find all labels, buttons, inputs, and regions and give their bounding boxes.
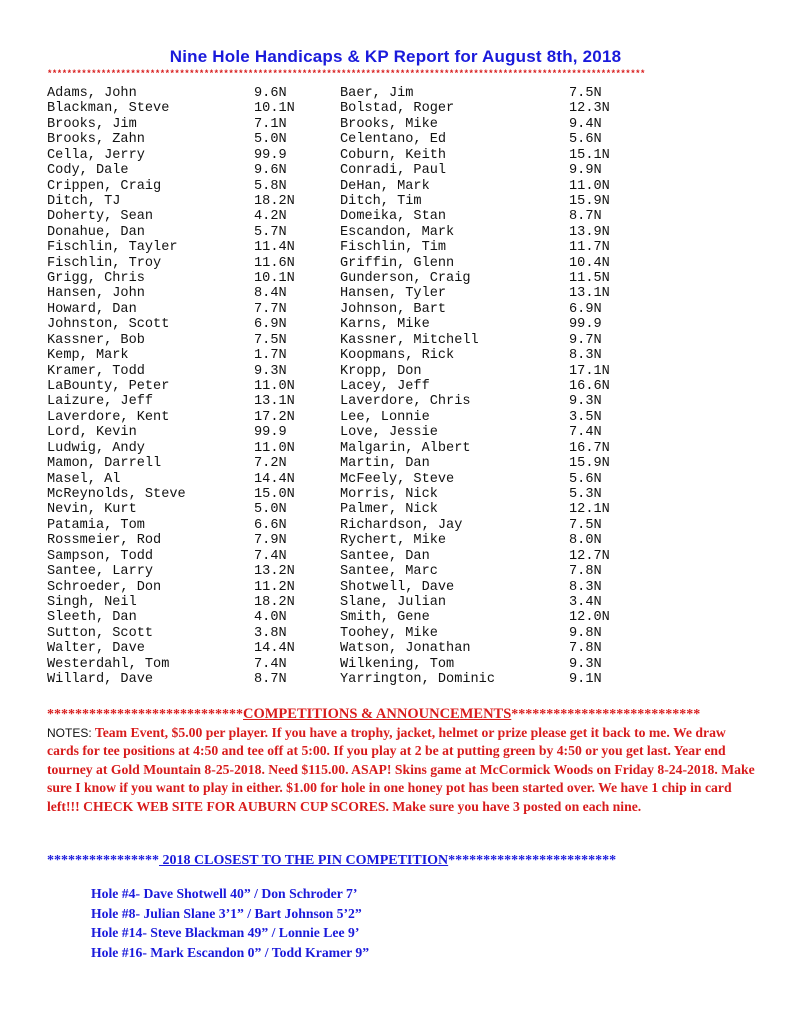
kp-result: Hole #14- Steve Blackman 49” / Lonnie Lee 9’: [91, 925, 360, 940]
player-name: Howard, Dan: [47, 301, 137, 317]
handicap-value: 17.2N: [254, 409, 295, 425]
handicap-value: 13.2N: [254, 564, 295, 580]
player-name: Mamon, Darrell: [47, 456, 162, 472]
player-name: Richardson, Jay: [340, 517, 463, 533]
player-name: Fischlin, Troy: [47, 255, 162, 271]
handicap-value: 15.0N: [254, 486, 295, 502]
player-name: Sampson, Todd: [47, 548, 154, 564]
player-name: Kemp, Mark: [47, 348, 129, 364]
announcements-title: COMPETITIONS & ANNOUNCEMENTS: [243, 706, 512, 722]
handicap-value: 9.4N: [569, 116, 602, 132]
handicap-value: 11.2N: [254, 579, 295, 595]
player-name: Hansen, Tyler: [340, 286, 447, 302]
player-name: Malgarin, Albert: [340, 440, 471, 456]
handicap-value: 15.9N: [569, 456, 610, 472]
player-name: Singh, Neil: [47, 594, 137, 610]
table-row: [47, 302, 629, 317]
kp-stars-right: ************************: [448, 853, 617, 868]
player-name: Rossmeier, Rod: [47, 533, 162, 549]
player-name: Sleeth, Dan: [47, 610, 137, 626]
kp-stars-left: ****************: [47, 853, 159, 868]
notes-text: Team Event, $5.00 per player. If you have a trophy, jacket, helmet or prize please get it back to me. We draw cards for tee positions at 4:50 and tee off at 5:00. If you play at 2 be at putting green by 4:50 or you get last. Year end tourney at Gold Mountain 8-25-2018. Need $115.00. ASAP! Skins game at McCormick Woods on Friday 8-24-2018. Make sure I know if you want to play in either. $1.00 for hole in one honey pot has been started over. We have 1 chip in card left!!! CHECK WEB SITE FOR AUBURN CUP SCORES. Make sure you have 3 posted on each nine.: [47, 725, 755, 814]
player-name: Ditch, Tim: [340, 193, 422, 209]
table-row: [47, 410, 629, 425]
handicap-value: 8.4N: [254, 286, 287, 302]
table-row: [47, 364, 629, 379]
handicap-value: 5.3N: [569, 486, 602, 502]
table-row: [47, 518, 629, 533]
handicap-value: 99.9: [254, 147, 287, 163]
handicap-value: 6.6N: [254, 517, 287, 533]
handicap-value: 9.3N: [254, 363, 287, 379]
player-name: Love, Jessie: [340, 425, 438, 441]
handicap-value: 7.5N: [254, 332, 287, 348]
handicap-table: [47, 86, 629, 687]
player-name: Johnston, Scott: [47, 317, 170, 333]
player-name: Santee, Larry: [47, 564, 154, 580]
player-name: Toohey, Mike: [340, 625, 438, 641]
handicap-value: 16.7N: [569, 440, 610, 456]
handicap-value: 9.8N: [569, 625, 602, 641]
handicap-value: 3.4N: [569, 594, 602, 610]
handicap-value: 5.0N: [254, 132, 287, 148]
player-name: Cody, Dale: [47, 163, 129, 179]
player-name: Grigg, Chris: [47, 271, 145, 287]
handicap-value: 11.7N: [569, 240, 610, 256]
player-name: Gunderson, Craig: [340, 271, 471, 287]
handicap-value: 7.9N: [254, 533, 287, 549]
handicap-value: 6.9N: [569, 301, 602, 317]
handicap-value: 9.3N: [569, 394, 602, 410]
handicap-value: 7.5N: [569, 517, 602, 533]
handicap-value: 7.5N: [569, 86, 602, 101]
player-name: Johnson, Bart: [340, 301, 447, 317]
handicap-value: 13.9N: [569, 224, 610, 240]
table-row: [47, 117, 629, 132]
handicap-value: 9.7N: [569, 332, 602, 348]
kp-result: Hole #8- Julian Slane 3’1” / Bart Johnson 5’2”: [91, 905, 362, 921]
handicap-value: 5.6N: [569, 471, 602, 487]
table-row: [47, 333, 629, 348]
handicap-value: 10.4N: [569, 255, 610, 271]
handicap-value: 18.2N: [254, 594, 295, 610]
player-name: Sutton, Scott: [47, 625, 154, 641]
player-name: Walter, Dave: [47, 641, 145, 657]
handicap-value: 11.0N: [254, 379, 295, 395]
player-name: Martin, Dan: [340, 456, 430, 472]
player-name: Hansen, John: [47, 286, 145, 302]
handicap-value: 9.3N: [569, 656, 602, 672]
table-row: [47, 487, 629, 502]
handicap-value: 9.6N: [254, 86, 287, 101]
table-row: [47, 163, 629, 178]
player-name: McReynolds, Steve: [47, 486, 186, 502]
table-row: [47, 564, 629, 579]
player-name: Kropp, Don: [340, 363, 422, 379]
player-name: Morris, Nick: [340, 486, 438, 502]
announcements-heading: [47, 706, 747, 723]
player-name: Slane, Julian: [340, 594, 447, 610]
player-name: Baer, Jim: [340, 86, 414, 101]
player-name: LaBounty, Peter: [47, 379, 170, 395]
player-name: Escandon, Mark: [340, 224, 455, 240]
player-name: Wilkening, Tom: [340, 656, 455, 672]
player-name: Laverdore, Kent: [47, 409, 170, 425]
handicap-value: 4.2N: [254, 209, 287, 225]
handicap-value: 18.2N: [254, 193, 295, 209]
handicap-value: 7.8N: [569, 564, 602, 580]
player-name: Rychert, Mike: [340, 533, 447, 549]
handicap-value: 11.0N: [254, 440, 295, 456]
handicap-value: 7.4N: [254, 656, 287, 672]
player-name: Watson, Jonathan: [340, 641, 471, 657]
handicap-value: 17.1N: [569, 363, 610, 379]
table-row: [47, 672, 629, 687]
handicap-value: 5.8N: [254, 178, 287, 194]
table-row: [47, 225, 629, 240]
handicap-value: 5.0N: [254, 502, 287, 518]
report-title: Nine Hole Handicaps & KP Report for August 8th, 2018: [169, 47, 622, 66]
handicap-value: 14.4N: [254, 641, 295, 657]
handicap-value: 13.1N: [254, 394, 295, 410]
table-row: [47, 379, 629, 394]
handicap-value: 10.1N: [254, 271, 295, 287]
table-row: [47, 179, 629, 194]
player-name: Nevin, Kurt: [47, 502, 137, 518]
player-name: Smith, Gene: [340, 610, 430, 626]
player-name: Westerdahl, Tom: [47, 656, 170, 672]
player-name: Koopmans, Rick: [340, 348, 455, 364]
player-name: Brooks, Zahn: [47, 132, 145, 148]
handicap-value: 11.4N: [254, 240, 295, 256]
table-row: [47, 441, 629, 456]
player-name: Laverdore, Chris: [340, 394, 471, 410]
kp-result: Hole #4- Dave Shotwell 40” / Don Schroder 7’: [91, 886, 358, 901]
kp-results-list: [91, 884, 369, 962]
handicap-value: 16.6N: [569, 379, 610, 395]
handicap-value: 12.0N: [569, 610, 610, 626]
handicap-value: 5.6N: [569, 132, 602, 148]
handicap-value: 15.1N: [569, 147, 610, 163]
title-divider: **************************************************************************************************************************: [47, 69, 645, 79]
table-row: [47, 533, 629, 548]
table-row: [47, 456, 629, 471]
handicap-value: 1.7N: [254, 348, 287, 364]
table-row: [47, 240, 629, 255]
handicap-value: 7.1N: [254, 116, 287, 132]
handicap-value: 5.7N: [254, 224, 287, 240]
table-row: [47, 394, 629, 409]
handicap-value: 10.1N: [254, 101, 295, 117]
player-name: Kassner, Mitchell: [340, 332, 479, 348]
player-name: Fischlin, Tayler: [47, 240, 178, 256]
table-row: [47, 580, 629, 595]
table-row: [47, 657, 629, 672]
table-row: [47, 641, 629, 656]
player-name: Conradi, Paul: [340, 163, 447, 179]
player-name: Blackman, Steve: [47, 101, 170, 117]
player-name: Lee, Lonnie: [340, 409, 430, 425]
table-row: [47, 286, 629, 301]
handicap-value: 4.0N: [254, 610, 287, 626]
player-name: Brooks, Mike: [340, 116, 438, 132]
handicap-value: 7.4N: [254, 548, 287, 564]
player-name: Yarrington, Dominic: [340, 672, 495, 688]
table-row: [47, 502, 629, 517]
handicap-value: 99.9: [254, 425, 287, 441]
handicap-value: 12.3N: [569, 101, 610, 117]
handicap-value: 8.7N: [254, 672, 287, 688]
player-name: Cella, Jerry: [47, 147, 145, 163]
table-row: [47, 595, 629, 610]
table-row: [47, 148, 629, 163]
player-name: Lord, Kevin: [47, 425, 137, 441]
player-name: Kassner, Bob: [47, 332, 145, 348]
handicap-value: 8.3N: [569, 579, 602, 595]
player-name: Griffin, Glenn: [340, 255, 455, 271]
handicap-value: 9.1N: [569, 672, 602, 688]
handicap-value: 8.0N: [569, 533, 602, 549]
player-name: Masel, Al: [47, 471, 121, 487]
handicap-value: 7.2N: [254, 456, 287, 472]
table-row: [47, 194, 629, 209]
player-name: Palmer, Nick: [340, 502, 438, 518]
handicap-value: 7.7N: [254, 301, 287, 317]
player-name: Patamia, Tom: [47, 517, 145, 533]
player-name: Ditch, TJ: [47, 193, 121, 209]
stars-right: ***************************: [511, 707, 701, 722]
player-name: Coburn, Keith: [340, 147, 447, 163]
table-row: [47, 425, 629, 440]
player-name: Doherty, Sean: [47, 209, 154, 225]
handicap-value: 9.9N: [569, 163, 602, 179]
player-name: Adams, John: [47, 86, 137, 101]
handicap-value: 13.1N: [569, 286, 610, 302]
handicap-value: 7.4N: [569, 425, 602, 441]
table-row: [47, 549, 629, 564]
player-name: Fischlin, Tim: [340, 240, 447, 256]
player-name: Bolstad, Roger: [340, 101, 455, 117]
player-name: Laizure, Jeff: [47, 394, 154, 410]
player-name: Crippen, Craig: [47, 178, 162, 194]
table-row: [47, 317, 629, 332]
table-row: [47, 271, 629, 286]
player-name: Brooks, Jim: [47, 116, 137, 132]
table-row: [47, 86, 629, 101]
player-name: Ludwig, Andy: [47, 440, 145, 456]
table-row: [47, 256, 629, 271]
handicap-value: 9.6N: [254, 163, 287, 179]
player-name: Willard, Dave: [47, 672, 154, 688]
player-name: Donahue, Dan: [47, 224, 145, 240]
handicap-value: 12.7N: [569, 548, 610, 564]
handicap-value: 7.8N: [569, 641, 602, 657]
notes-label: NOTES:: [47, 726, 92, 740]
player-name: Shotwell, Dave: [340, 579, 455, 595]
table-row: [47, 472, 629, 487]
kp-heading: [47, 853, 747, 869]
player-name: Karns, Mike: [340, 317, 430, 333]
player-name: Santee, Marc: [340, 564, 438, 580]
player-name: Celentano, Ed: [340, 132, 447, 148]
kp-title: 2018 CLOSEST TO THE PIN COMPETITION: [159, 853, 449, 868]
kp-result: Hole #16- Mark Escandon 0” / Todd Kramer 9”: [91, 944, 370, 960]
handicap-value: 8.7N: [569, 209, 602, 225]
handicap-value: 14.4N: [254, 471, 295, 487]
player-name: Santee, Dan: [340, 548, 430, 564]
table-row: [47, 610, 629, 625]
player-name: Lacey, Jeff: [340, 379, 430, 395]
player-name: DeHan, Mark: [340, 178, 430, 194]
player-name: Domeika, Stan: [340, 209, 447, 225]
handicap-value: 11.6N: [254, 255, 295, 271]
table-row: [47, 209, 629, 224]
table-row: [47, 132, 629, 147]
handicap-value: 99.9: [569, 317, 602, 333]
handicap-value: 11.5N: [569, 271, 610, 287]
notes-paragraph: [47, 724, 757, 816]
stars-left: ****************************: [47, 707, 243, 722]
handicap-value: 15.9N: [569, 193, 610, 209]
player-name: McFeely, Steve: [340, 471, 455, 487]
table-row: [47, 101, 629, 116]
handicap-value: 3.5N: [569, 409, 602, 425]
table-row: [47, 626, 629, 641]
handicap-value: 6.9N: [254, 317, 287, 333]
handicap-value: 11.0N: [569, 178, 610, 194]
handicap-value: 8.3N: [569, 348, 602, 364]
handicap-value: 3.8N: [254, 625, 287, 641]
player-name: Schroeder, Don: [47, 579, 162, 595]
handicap-value: 12.1N: [569, 502, 610, 518]
player-name: Kramer, Todd: [47, 363, 145, 379]
table-row: [47, 348, 629, 363]
